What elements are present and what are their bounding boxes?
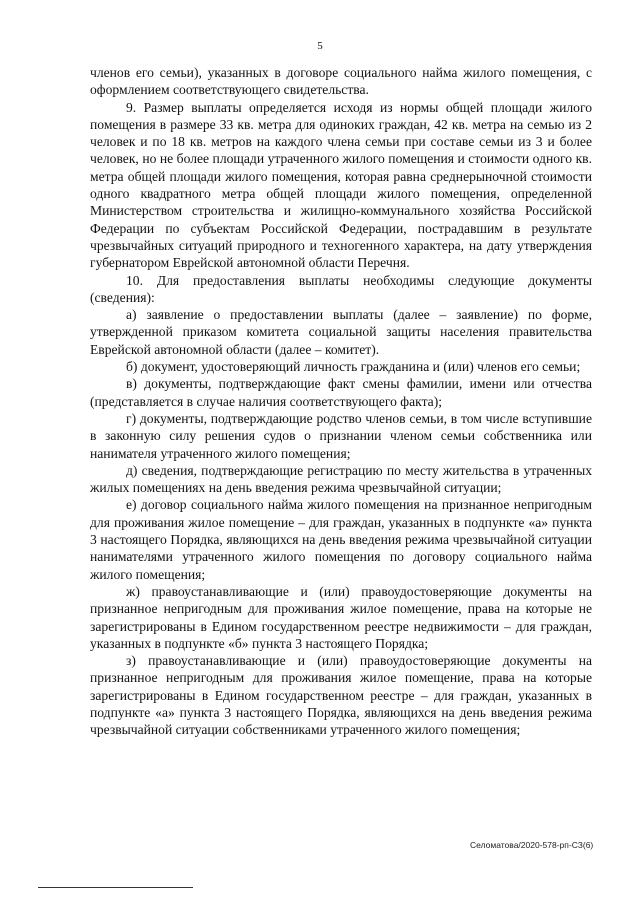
document-body [90,64,592,739]
paragraph-item-9: 9. Размер выплаты определяется исходя из нормы общей площади жилого помещения в размере 33 кв. метра для одиноких граждан, 42 кв. метра на семью из 2 человек и по 18 кв. метров на каждого члена семьи при составе семьи из 3 и более человек, но не более площади утраченного жилого помещения и стоимости одного кв. метра общей площади жилого помещения, которая равна среднерыночной стоимости одного квадратного метра общей площади жилого помещения, определенной Министерством строительства и жилищно-коммунального хозяйства Российской Федерации по субъектам Российской Федерации, пострадавшим в результате чрезвычайных ситуаций природного и техногенного характера, на дату утверждения губернатором Еврейской автономной области Перечня. [90,99,592,271]
subitem-e: е) договор социального найма жилого помещения на признанное непригодным для проживания жилое помещение – для граждан, указанных в подпункте «а» пункта 3 настоящего Порядка, являющихся на день введения режима чрезвычайной ситуации нанимателями утраченного жилого помещения по договору социального найма жилого помещения; [90,497,592,582]
subitem-v: в) документы, подтверждающие факт смены фамилии, имени или отчества (представляется в случае наличия соответствующего факта); [90,376,592,409]
subitem-g: г) документы, подтверждающие родство членов семьи, в том числе вступившие в законную силу решения судов о признании членом семьи собственника или нанимателя утраченного жилого помещения; [90,410,592,461]
footer-divider [38,887,193,888]
subitem-a: а) заявление о предоставлении выплаты (далее – заявление) по форме, утвержденной приказом комитета социальной защиты населения правительства Еврейской автономной области (далее – комитет). [90,307,592,357]
subitem-d: д) сведения, подтверждающие регистрацию по месту жительства в утраченных жилых помещениях на день введения режима чрезвычайной ситуации; [90,462,592,496]
subitem-b: б) документ, удостоверяющий личность гражданина и (или) членов его семьи; [126,359,581,375]
subitem-z: з) правоустанавливающие и (или) правоудостоверяющие документы на признанное непригодным для проживания жилое помещение, права на которые зарегистрированы в Едином государственном реестре – для граждан, указанных в подпункте «а» пункта 3 настоящего Порядка, являющихся на день введения режима чрезвычайной ситуации собственниками утраченного жилого помещения; [90,653,592,738]
paragraph-continuation: членов его семьи), указанных в договоре социального найма жилого помещения, с оформлением соответствующего свидетельства. [90,65,592,98]
paragraph-item-10: 10. Для предоставления выплаты необходимы следующие документы (сведения): [90,272,592,305]
document-footer-code: Селоматова/2020-578-рп-СЗ(6) [470,840,594,850]
subitem-zh: ж) правоустанавливающие и (или) правоудостоверяющие документы на признанное непригодным для проживания жилое помещение, права на которые не зарегистрированы в Едином государственном реестре недвижимости – для граждан, указанных в подпункте «б» пункта 3 настоящего Порядка; [90,583,592,651]
page-number: 5 [317,40,323,52]
